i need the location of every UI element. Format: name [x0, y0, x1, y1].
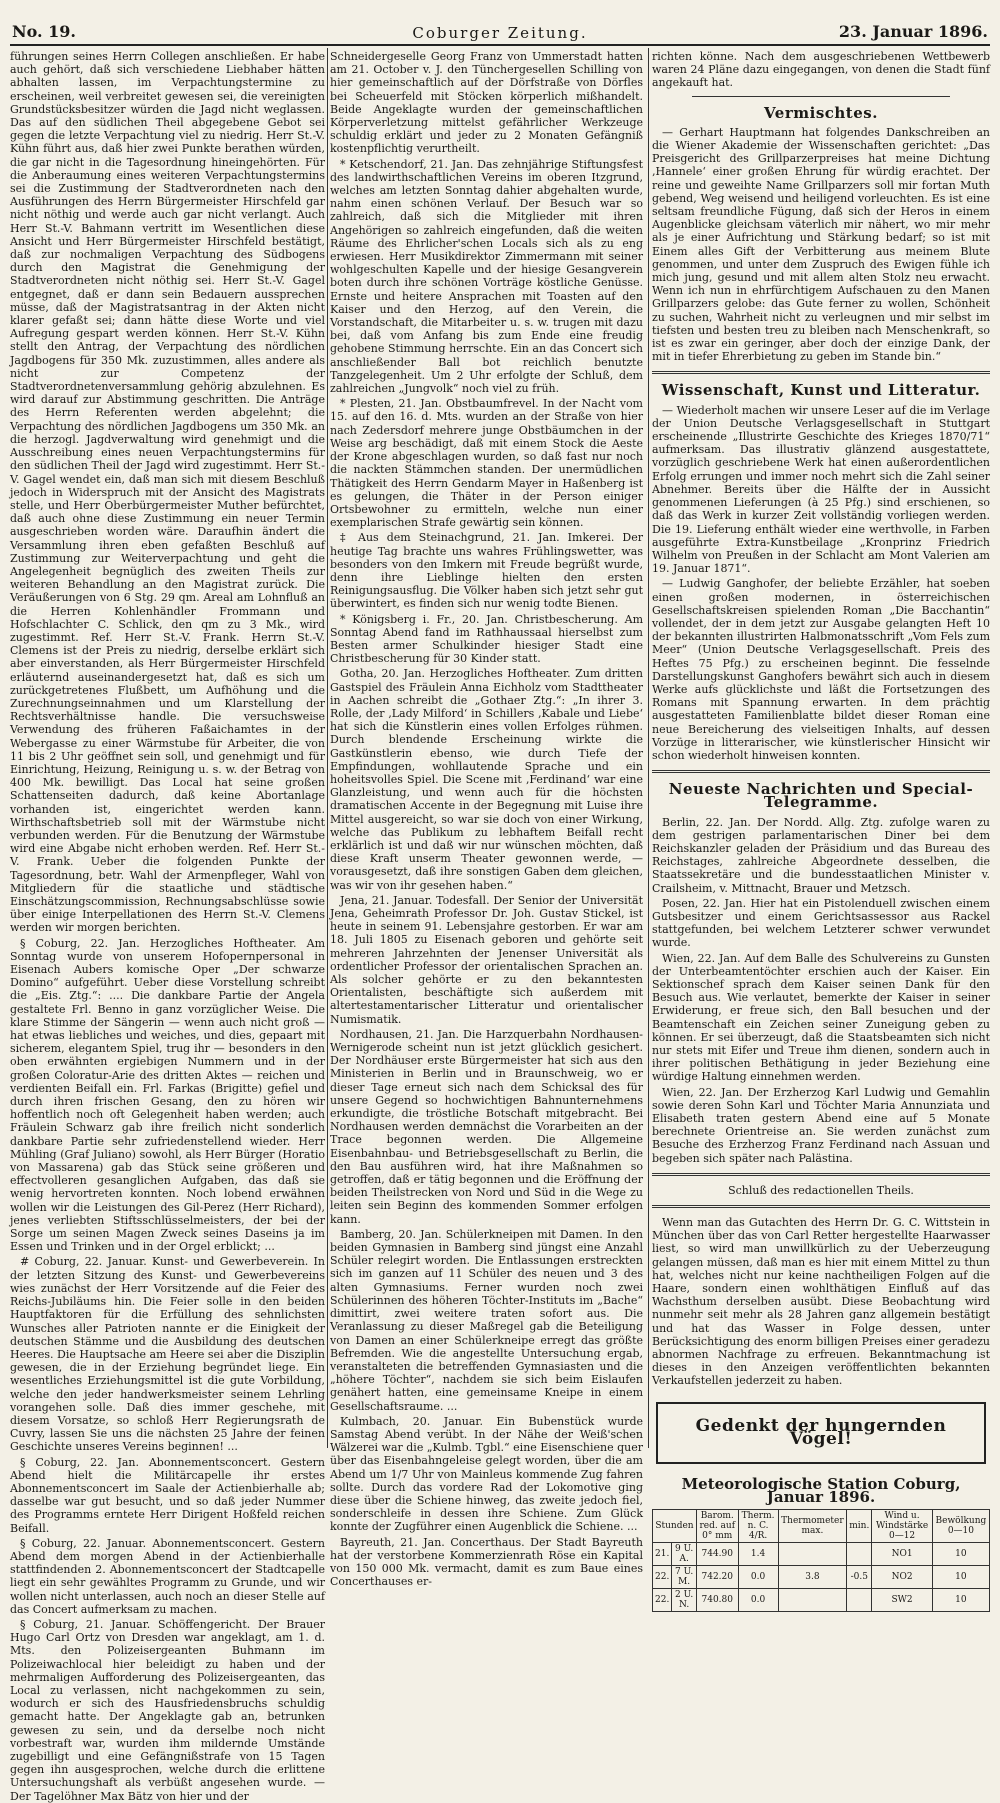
- separator: [692, 96, 950, 97]
- weather-cell: 7 U. M.: [672, 1565, 697, 1588]
- page-header: [12, 22, 988, 42]
- article-ketschendorf: * Ketschendorf, 21. Jan. Das zehnjährige Stiftungsfest des landwirthschaftlichen Vereins im oberen Itzgrund, welches am letzten Sonntag dahier abgehalten wurde, nahm einen schönen Verlauf. Der Besuch war so zahlreich, daß sich die Mitglieder mit ihren Angehörigen so zahlreich eingefunden, daß die weiten Räume des Ehrlicher'schen Locals sich als zu eng erwiesen. Herr Musikdirektor Zimmermann mit seiner wohlgeschulten Kapelle und der hiesige Gesangverein boten durch ihre schönen Vorträge köstliche Genüsse. Ernste und heitere Ansprachen mit Toasten auf den Kaiser und den Herzog, auf den Verein, die Vorstandschaft, die Mitarbeiter u. s. w. trugen mit dazu bei, daß vom Anfang bis zum Ende eine freudig gehobene Stimmung herrschte. Ein an das Concert sich anschließender Ball bot reichlich benutzte Tanzgelegenheit. Um 2 Uhr erfolgte der Schluß, dem zahlreichen „Jungvolk“ noch viel zu früh.: [330, 157, 643, 396]
- article-plesten: * Plesten, 21. Jan. Obstbaumfrevel. In der Nacht vom 15. auf den 16. d. Mts. wurden an der Straße von hier nach Zedersdorf mehrere junge Obstbäumchen in der Weise arg beschädigt, daß mit einem Stock die Aeste der Krone abgeschlagen wurden, so daß fast nur noch die nackten Stämmchen standen. Der unermüdlichen Thätigkeit des Herrn Gendarm Mayer in Haßenberg ist es gelungen, die Thäter in der Person einiger Ortsbewohner zu ermitteln, welche nun einer exemplarischen Strafe gewärtig sein können.: [330, 397, 643, 530]
- article-steinachgrund: ‡ Aus dem Steinachgrund, 21. Jan. Imkerei. Der heutige Tag brachte uns wahres Frühlingswetter, was besonders von den Imkern mit Freude begrüßt wurde, denn ihre Lieblinge hielten den ersten Reinigungsausflug. Die Völker haben sich jetzt sehr gut überwintert, es finden sich nur wenig todte Bienen.: [330, 531, 643, 611]
- notice-box: [656, 1402, 986, 1464]
- article-stadtverordneten: führungen seines Herrn Collegen anschließen. Er habe auch gehört, daß sich verschiedene Liebhaber hätten abhalten lassen, im Verpachtungstermine zu erscheinen, weil verbreitet gewesen sei, die vereinigten Grundstücksbesitzer würden die Jagd nicht weglassen. Das auf den südlichen Theil abgegebene Gebot sei gegen die letzte Verpachtung viel zu niedrig. Herr St.-V. Kühn führt aus, daß hier zwei Punkte berathen würden, die gar nicht in die Tagesordnung hineingehörten. Für die Anberaumung eines weiteren Verpachtungstermins sei die Zustimmung der Stadtverordneten nach den Ausführungen des Herrn Bürgermeister Hirschfeld gar nicht nöthig und werde auch gar nicht verlangt. Auch Herr St.-V. Bahmann vertritt im Wesentlichen diese Ansicht und Herr Bürgermeister Hirschfeld bestätigt, daß zur nochmaligen Verpachtung des Südbogens durch den Magistrat die Genehmigung der Stadtverordneten nicht nöthig sei. Herr St.-V. Gagel entgegnet, daß er dann sein Bedauern aussprechen müsse, daß der Magistratsantrag in der Akten nicht klarer gefaßt sei; dann hätte diese Worte und viel Aufregung gespart werden können. Herr St.-V. Kühn stellt den Antrag, der Verpachtung des nördlichen Jagdbogens für 350 Mk. zuzustimmen, alles andere als nicht zur Competenz der Stadtverordnetenversammlung gehörig abzulehnen. Es wird darauf zur Abstimmung geschritten. Die Anträge des Herrn Referenten werden abgelehnt; die Verpachtung des nördlichen Jagdbogens um 350 Mk. an die herzogl. Jagdverwaltung wird genehmigt und die Ausschreibung eines neuen Verpachtungstermins für den südlichen Theil der Jagd wird zugestimmt. Herr St.-V. Gagel wendet ein, daß man sich mit diesem Beschluß jedoch in Widerspruch mit der Ansicht des Magistrats stelle, und Herr Oberbürgermeister Muther befürchtet, daß auch ohne diese Zustimmung ein neuer Termin ausgeschrieben worden wäre. Daraufhin ändert die Versammlung ihren eben gefaßten Beschluß auf Zustimmung zur Weiterverpachtung und geht die Angelegenheit begnüglich des zweiten Theils zur weiteren Behandlung an den Magistrat zurück. Die Veräußerungen von 6 Stg. 29 qm. Areal am Lohnfluß an die Herren Kohlenhändler Frommann und Hofschlachter C. Schlick, den qm zu 3 Mk., wird zugestimmt. Ref. Herr St.-V. Frank. Herrn St.-V. Clemens ist der Preis zu niedrig, derselbe erklärt sich aber einverstanden, als Herr Bürgermeister Hirschfeld erläuternd auseinandergesetzt hat, daß es sich um zurückgetretenes Flußbett, um Aufhöhung und die Zurechnungseinnahmen und um Klarstellung der Rechtsverhältnisse handle. Die versuchsweise Verwendung des früheren Faßaichamtes in der Webergasse zu einer Wärmstube für Arbeiter, die von 11 bis 2 Uhr geöffnet sein soll, und genehmigt und für Einrichtung, Heizung, Reinigung u. s. w. der Betrag von 400 Mk. bewilligt. Das Local hat seine großen Schattenseiten dadurch, daß keine Abortanlage vorhanden ist, eingerichtet werden kann. Wirthschaftsbetrieb soll mit der Wärmstube nicht verbunden werden. Für die Benutzung der Wärmstube wird eine Abgabe nicht erhoben werden. Ref. Herr St.-V. Frank. Ueber die folgenden Punkte der Tagesordnung, betr. Wahl der Armenpfleger, Wahl von Mitgliedern für die staatliche und städtische Einschätzungscommission, Rechnungsabschlüsse sowie über einige Interpellationen des Herrn St.-V. Clemens werden wir morgen berichten.: [10, 50, 325, 935]
- weather-header: Barom. red. auf 0° mm: [696, 1509, 738, 1542]
- article-schoeffengericht: § Coburg, 21. Januar. Schöffengericht. Der Brauer Hugo Carl Ortz von Dresden war angeklagt, am 1. d. Mts. den Polizeisergeanten Buhmann im Polizeiwachlocal hier beleidigt zu haben und der mehrmaligen Aufforderung des Polizeisergeanten, das Local zu verlassen, nicht nachgekommen zu sein, wodurch er sich des Hausfriedensbruchs schuldig gemacht hatte. Der Angeklagte gab an, betrunken gewesen zu sein, und da derselbe noch nicht vorbestraft war, wurden ihm mildernde Umstände zugebilligt und eine Gefängnißstrafe von 15 Tagen gegen ihn ausgesprochen, welche durch die erlittene Untersuchungshaft als verbüßt angesehen wurde. — Der Tagelöhner Max Bätz von hier und der: [10, 1617, 325, 1803]
- weather-cell: [847, 1542, 872, 1565]
- article-bayreuth: Bayreuth, 21. Jan. Concerthaus. Der Stadt Bayreuth hat der verstorbene Kommerzienrath Röse ein Kapital von 150 000 Mk. vermacht, damit es zum Baue eines Concerthauses er-: [330, 1535, 643, 1589]
- telegram-berlin: Berlin, 22. Jan. Der Nordd. Allg. Ztg. zufolge waren zu dem gestrigen parlamentarischen Diner bei dem Reichskanzler geladen der Präsidium und das Bureau des Reichstages, zahlreiche Abgeordnete desselben, die Staatssekretäre und die bundesstaatlichen Minister v. Crailsheim, v. Mittnacht, Brauer und Metzsch.: [652, 815, 990, 895]
- article-kriegsgeschichte: — Wiederholt machen wir unsere Leser auf die im Verlage der Union Deutsche Verlagsgesellschaft in Stuttgart erscheinende „Illustrirte Geschichte des Krieges 1870/71“ aufmerksam. Das illustrativ glänzend ausgestattete, vorzüglich geschriebene Werk hat einen außerordentlichen Erfolg errungen und immer noch mehrt sich die Zahl seiner Abnehmer. Bereits über die Hälfte der in Aussicht genommenen Lieferungen (à 25 Pfg.) sind erschienen, so daß das Werk in kurzer Zeit vollständig vorliegen werden. Die 19. Lieferung enthält wieder eine werthvolle, in Farben ausgeführte Extra-Kunstbeilage „Kronprinz Friedrich Wilhelm von Preußen in der Schlacht am Mont Valerien am 19. Januar 1871“.: [652, 403, 990, 576]
- separator: [652, 770, 990, 773]
- column-1: [10, 50, 325, 1803]
- telegram-posen: Posen, 22. Jan. Hier hat ein Pistolenduell zwischen einem Gutsbesitzer und einem Gerichtsassessor aus Rackel stattgefunden, bei welchem Letzterer schwer verwundet wurde.: [652, 896, 990, 950]
- separator: [652, 371, 990, 374]
- weather-cell: SW2: [872, 1588, 932, 1611]
- telegram-wien-2: Wien, 22. Jan. Der Erzherzog Karl Ludwig und Gemahlin sowie deren Sohn Karl und Töchter Maria Annunziata und Elisabeth traten gestern Abend eine auf 5 Monate berechnete Orientreise an. Sie werden zunächst zum Besuche des Erzherzog Franz Ferdinand nach Assuan und begeben sich später nach Palästina.: [652, 1085, 990, 1165]
- weather-header-row: [653, 1509, 990, 1542]
- telegram-wien-1: Wien, 22. Jan. Auf dem Balle des Schulvereins zu Gunsten der Unterbeamtentöchter erschien auch der Kaiser. Ein Sektionschef sprach dem Kaiser seinen Dank für den Besuch aus. Wie verlautet, bemerkte der Kaiser in seiner Erwiderung, er freue sich, den Ball besuchen und der Beamtenschaft ein Zeichen seiner Zuneigung geben zu können. Er sei überzeugt, daß die Staatsbeamten sich nicht nur stets mit Eifer und Treue ihm dienen, sondern auch in ihrer politischen Bethätigung in jeder Beziehung eine würdige Haltung einnehmen werden.: [652, 951, 990, 1084]
- notice-text: Gedenkt der hungernden Vögel!: [695, 1415, 947, 1449]
- weather-cell: 1.4: [738, 1542, 778, 1565]
- weather-cell: 2 U. N.: [672, 1588, 697, 1611]
- weather-table: [652, 1509, 990, 1612]
- weather-header: Stunden: [653, 1509, 697, 1542]
- separator: [652, 1173, 990, 1176]
- weather-cell: 0.0: [738, 1588, 778, 1611]
- separator: [652, 1205, 990, 1208]
- weather-cell: 10: [932, 1588, 989, 1611]
- weather-cell: 740.80: [696, 1588, 738, 1611]
- column-2: [330, 50, 643, 1589]
- weather-header: Therm. n. C. 4/R.: [738, 1509, 778, 1542]
- article-bayreuth-continuation: richten könne. Nach dem ausgeschriebenen Wettbewerb waren 24 Pläne dazu eingegangen, von denen die Stadt fünf angekauft hat.: [652, 50, 990, 90]
- weather-cell: 744.90: [696, 1542, 738, 1565]
- weather-cell: 9 U. A.: [672, 1542, 697, 1565]
- table-row: [653, 1565, 990, 1588]
- weather-cell: 21.: [653, 1542, 672, 1565]
- weather-title: Meteorologische Station Coburg, Januar 1896.: [681, 1475, 961, 1507]
- article-abonnementsconcert: § Coburg, 22. Jan. Abonnementsconcert. Gestern Abend hielt die Militärcapelle ihr erstes Abonnementsconcert im Saale der Actienbierhalle ab; dasselbe war gut besucht, und so daß jeder Nummer des Programms erntete Herr Dirigent Hoßfeld reichen Beifall.: [10, 1455, 325, 1535]
- advertisement-haarwasser: Wenn man das Gutachten des Herrn Dr. G. C. Wittstein in München über das von Carl Retter hergestellte Haarwasser liest, so wird man unwillkürlich zu der Ueberzeugung gelangen müssen, daß man es hier mit einem Mittel zu thun hat, welches nicht nur keine nachtheiligen Folgen auf die Haare, sondern einen wohlthätigen Einfluß auf das Wachsthum derselben ausübt. Diese Beobachtung wird nunmehr seit mehr als 28 Jahren ganz allgemein bestätigt und hat das Wasser in Folge dessen, unter Berücksichtigung des enorm billigen Preises einer geradezu abnormen Nachfrage zu erfreuen. Bekanntmachung ist dieses in den Anzeigen veröffentlichten bekannten Verkaufstellen jederzeit zu haben.: [652, 1216, 990, 1388]
- article-kunst-gewerbeverein: # Coburg, 22. Januar. Kunst- und Gewerbeverein. In der letzten Sitzung des Kunst- und Gewerbevereins wies zunächst der Herr Vorsitzende auf die Feier des Reichs-Jubiläums hin. Die Feier solle in den beiden Hauptfaktoren für die Erfüllung des sehnlichsten Wunsches aller Patrioten nannte er die Einigkeit der deutschen Stämme und die Ausbildung des deutschen Heeres. Die Hauptsache am Heere sei aber die Disziplin gewesen, die in der Erziehung begründet liege. Ein wesentliches Erziehungsmittel ist die gute Vorbildung, welche den jeder handwerksmeister seinem Lehrling vorangehen solle. Daß dies immer geschehe, mit diesem Vorsatze, so schloß Herr Regierungsrath de Cuvry, lassen Sie uns die nächsten 25 Jahre der feinen Geschichte unseres Vereins beginnen! ...: [10, 1255, 325, 1454]
- weather-cell: -0.5: [847, 1565, 872, 1588]
- end-of-editorial: Schluß des redactionellen Theils.: [728, 1183, 914, 1197]
- article-abonnementsconcert-2: § Coburg, 22. Januar. Abonnementsconcert. Gestern Abend dem morgen Abend in der Actienbierhalle stattfindenden 2. Abonnementsconcert der Stadtcapelle liegt ein sehr gewähltes Programm zu Grunde, und wir wollen nicht unterlassen, auch noch an dieser Stelle auf das Concert aufmerksam zu machen.: [10, 1536, 325, 1616]
- column-3: [652, 50, 990, 1610]
- article-hauptmann: — Gerhart Hauptmann hat folgendes Dankschreiben an die Wiener Akademie der Wissenschaften gerichtet: „Das Preisgericht des Grillparzerpreises hat meine Dichtung ‚Hannele‘ einer großen Ehrung für würdig erachtet. Der reine und geweihte Name Grillparzers soll mir fortan Muth gebend, Weg weisend und heiligend vorleuchten. Es ist eine seltsam freundliche Fügung, daß sich der Heros in einem Augenblicke gleichsam väterlich mir nähert, wo mir mehr als je einer Aufrichtung und Stärkung bedarf; so ist mit Einem alles Gift der Verbitterung aus meinem Blute genommen, und unter dem Zuspruch des Ewigen fühle ich mich jung, gesund und mit allem alten Stolz neu erwacht. Wenn ich nun in ehrfürchtigem Aufschauen zu den Manen Grillparzers gelobe: das Gute ferner zu wollen, Schönheit zu suchen, Wahrheit nicht zu verleugnen und mir selbst im tiefsten und besten treu zu bleiben nach Menschenkraft, so ist es zwar ein geringer, aber doch der einzige Dank, der mit in tiefer Ehrerbietung zu geben im Stande bin.“: [652, 125, 990, 364]
- article-nordhausen: Nordhausen, 21. Jan. Die Harzquerbahn Nordhausen-Wernigerode scheint nun ist jetzt glücklich gesichert. Der Nordhäuser erste Bürgermeister hat sich aus den Ministerien in Berlin und in Braunschweig, wo er dieser Tage erneut sich nach dem Schicksal des für unsere Gegend so hochwichtigen Bahnunternehmens erkundigte, die tröstliche Botschaft mitgebracht. Bei Nordhausen werden demnächst die Vorarbeiten an der Trace begonnen werden. Die Allgemeine Eisenbahnbau- und Betriebsgesellschaft zu Berlin, die den Bau ausführen wird, hat ihre Maßnahmen so getroffen, daß er tätig begonnen und die Eröffnung der beiden Theilstrecken von Nord und Süd in die Wege zu leiten sein Beginn des kommenden Sommer erfolgen kann.: [330, 1027, 643, 1226]
- article-kulmbach: Kulmbach, 20. Januar. Ein Bubenstück wurde Samstag Abend verübt. In der Nähe der Weiß'schen Wälzerei war die „Kulmb. Tgbl.“ eine Eisenschiene quer über das Eisenbahngeleise gelegt worden, über die am Abend um 1/7 Uhr von Mainleus kommende Zug fahren sollte. Durch das vordere Rad der Lokomotive ging diese über die Schiene hinweg, das zweite jedoch fiel, sonderschleife in dessen ihre Schiene. Zum Glück konnte der Zugführer einen Augenblick die Schiene. ...: [330, 1414, 643, 1534]
- article-continuation: Schneidergeselle Georg Franz von Ummerstadt hatten am 21. October v. J. den Tünchergesellen Schilling von hier gemeinschaftlich auf der Dörfstraße von Dörfles bei Scheuerfeld mit Stöcken körperlich mißhandelt. Beide Angeklagte wurden der gemeinschaftlichen Körperverletzung mittelst gefährlicher Werkzeuge schuldig erklärt und jeder zu 2 Monaten Gefängniß kostenpflichtig verurtheilt.: [330, 50, 643, 156]
- weather-header: Thermometer max.: [778, 1509, 847, 1542]
- article-hoftheater-coburg: § Coburg, 22. Jan. Herzogliches Hoftheater. Am Sonntag wurde von unserem Hofopernpersonal in Eisenach Aubers komische Oper „Der schwarze Domino“ aufgeführt. Ueber diese Vorstellung schreibt die „Eis. Ztg.“: .... Die dankbare Partie der Angela gestaltete Frl. Benno in ganz vorzüglicher Weise. Die klare Stimme der Sängerin — wenn auch nicht groß — hat etwas liebliches und weiches, und dies, gepaart mit sicherem, elegantem Spiel, trug ihr — besonders in den oben erwähnten ergiebigen Nummern und in der großen Coloratur-Arie des dritten Aktes — reichen und verdienten Beifall ein. Frl. Farkas (Brigitte) gefiel und durch ihren frischen Gesang, den zu hören wir hoffentlich noch oft Gelegenheit haben werden; auch Fräulein Schwarz gab ihre freilich nicht sonderlich dankbare Partie sehr zufriedenstellend wieder. Herr Mühling (Graf Juliano) sowohl, als Herr Bürger (Horatio von Massarena) gab das Stück seine größeren und effectvolleren gesanglichen Aufgaben, das daß sie wenig hervortreten konnten. Noch lobend erwähnen wollen wir die Leistungen des Gil-Perez (Herr Richard), jenes verliebten Stiftsschlüsselmeisters, der bei der Sorge um seinen Magen Zweck seines Daseins ja im Essen und Trinken und in der Orgel erblickt; ...: [10, 936, 325, 1254]
- weather-cell: 22.: [653, 1588, 672, 1611]
- weather-header: Wind u. Windstärke 0—12: [872, 1509, 932, 1542]
- article-bamberg: Bamberg, 20. Jan. Schülerkneipen mit Damen. In den beiden Gymnasien in Bamberg sind jüngst eine Anzahl Schüler relegirt worden. Die Entlassungen erstreckten sich im ganzen auf 11 Schüler des neuen und 3 des alten Gymnasiums. Ferner wurden noch zwei Schülerinnen des höheren Töchter-Instituts im „Bache“ dimittirt, zwei weitere traten sofort aus. Die Veranlassung zu dieser Maßregel gab die Beteiligung von Damen an einer Schülerkneipe erregt das größte Befremden. Wie die angestellte Untersuchung ergab, veranstalteten die betreffenden Gymnasiasten und die „höhere Töchter“, nachdem sie sich beim Eislaufen genähert hatten, eine gemeinsame Kneipe in einem Gesellschaftsraume. ...: [330, 1227, 643, 1413]
- weather-header: min.: [847, 1509, 872, 1542]
- header-rule: [10, 44, 990, 46]
- section-title-neueste: Neueste Nachrichten und Special-Telegramme.: [668, 780, 974, 812]
- article-jena: Jena, 21. Januar. Todesfall. Der Senior der Universität Jena, Geheimrath Professor Dr. Joh. Gustav Stickel, ist heute in seinem 91. Lebensjahre gestorben. Er war am 18. Juli 1805 zu Eisenach geboren und gehörte seit mehreren Jahrzehnten der Jenenser Universität als ordentlicher Professor der orientalischen Sprachen an. Als solcher gehörte er zu den bekanntesten Orientalisten, beschäftigte sich außerdem mit altertestamentarischer Litteratur und orientalischer Numismatik.: [330, 893, 643, 1026]
- weather-cell: NO1: [872, 1542, 932, 1565]
- column-divider: [327, 48, 328, 1448]
- weather-header: Bewölkung 0—10: [932, 1509, 989, 1542]
- table-row: [653, 1588, 990, 1611]
- section-title-vermischtes: Vermischtes.: [764, 103, 878, 122]
- weather-cell: [847, 1588, 872, 1611]
- article-koenigsberg: * Königsberg i. Fr., 20. Jan. Christbescherung. Am Sonntag Abend fand im Rathhaussaal hierselbst zum Besten armer Schulkinder hiesiger Stadt eine Christbescherung für 30 Kinder statt.: [330, 612, 643, 666]
- weather-cell: 0.0: [738, 1565, 778, 1588]
- weather-cell: 3.8: [778, 1565, 847, 1588]
- issue-number: No. 19.: [12, 22, 76, 41]
- weather-cell: 10: [932, 1565, 989, 1588]
- weather-cell: NO2: [872, 1565, 932, 1588]
- weather-cell: 10: [932, 1542, 989, 1565]
- column-divider: [648, 48, 649, 1448]
- weather-cell: 22.: [653, 1565, 672, 1588]
- article-ganghofer: — Ludwig Ganghofer, der beliebte Erzähler, hat soeben einen großen modernen, in österreichischen Gesellschaftskreisen spielenden Roman „Die Bacchantin“ vollendet, der in dem jetzt zur Ausgabe gelangten Heft 10 der bekannten illustrirten Halbmonatsschrift „Vom Fels zum Meer“ (Union Deutsche Verlagsgesellschaft. Preis des Heftes 75 Pfg.) zu erscheinen beginnt. Die fesselnde Darstellungskunst Ganghofers bewährt sich auch in diesem Werke aufs glücklichste und läßt die Fortsetzungen des Romans mit Spannung erwarten. In dem prächtig ausgestatteten Familienblatte bildet dieser Roman eine neue Bereicherung des vielseitigen Inhalts, auf dessen Vorzüge in litterarischer, wie künstlerischer Hinsicht wir schon wiederholt hinweisen konnten.: [652, 577, 990, 762]
- article-gotha: Gotha, 20. Jan. Herzogliches Hoftheater. Zum dritten Gastspiel des Fräulein Anna Eichholz vom Stadttheater in Aachen schreibt die „Gothaer Ztg.“: „In ihrer 3. Rolle, der ‚Lady Milford‘ in Schillers ‚Kabale und Liebe‘ hat sich die Künstlerin eines vollen Erfolges rühmen. Durch blendende Erscheinung wirkte die Gastkünstlerin ebenso, wie durch Tiefe der Empfindungen, wohllautende Sprache und ein hoheitsvolles Spiel. Die Scene mit ‚Ferdinand‘ war eine Glanzleistung, und wenn auch für die höchsten dramatischen Accente in der Begegnung mit Luise ihre Mittel ausgereicht, so war sie doch von einer Wirkung, welche das Publikum zu lebhaftem Beifall recht erklärlich ist und daß wir nur wünschen möchten, daß diese Kraft unserm Theater gewonnen werde, — vorausgesetzt, daß ihre sonstigen Gaben dem gleichen, was wir von ihr gesehen haben.“: [330, 667, 643, 892]
- newspaper-title: Coburger Zeitung.: [412, 24, 588, 42]
- weather-cell: [778, 1588, 847, 1611]
- weather-cell: 742.20: [696, 1565, 738, 1588]
- section-title-wissenschaft: Wissenschaft, Kunst und Litteratur.: [661, 381, 981, 400]
- issue-date: 23. Januar 1896.: [838, 22, 988, 41]
- weather-cell: [778, 1542, 847, 1565]
- table-row: [653, 1542, 990, 1565]
